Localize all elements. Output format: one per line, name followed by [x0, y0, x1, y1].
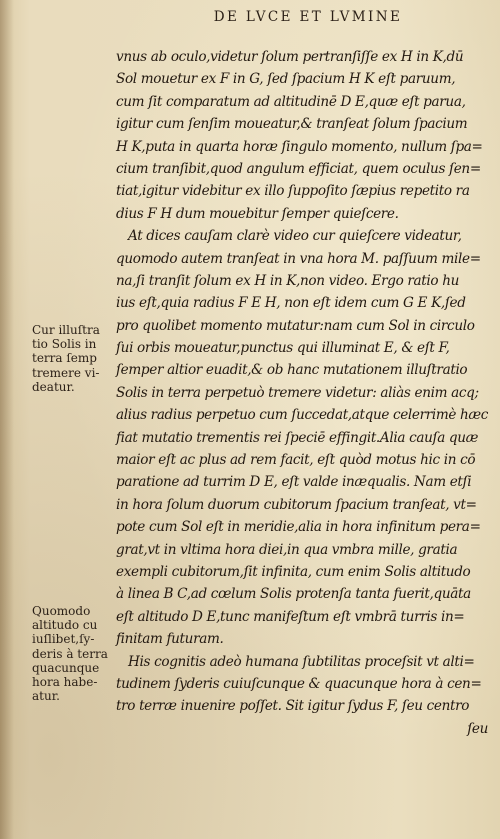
running-head: DE LVCE ET LVMINE — [213, 9, 403, 25]
text-line: igitur cum ſenſim moueatur,& tranſeat ſolum ſpacium — [116, 116, 468, 133]
text-line: maior eſt ac plus ad rem facit, eſt quòd motus hic in cō — [116, 452, 476, 469]
text-line: finitam futuram. — [116, 631, 224, 648]
margin-note-line: terra ſemp — [32, 351, 97, 366]
text-line: Sol mouetur ex F in G, ſed ſpacium H K eſt paruum, — [116, 71, 456, 88]
text-line: dius F H dum mouebitur ſemper quieſcere. — [116, 205, 399, 222]
margin-note-line: atur. — [32, 689, 60, 704]
text-line: na,ſi tranſit ſolum ex H in K,non video. Ergo ratio hu — [116, 272, 460, 289]
margin-note-line: tio Solis in — [32, 337, 97, 352]
margin-note-line: tremere vi- — [32, 365, 100, 380]
margin-note — [32, 323, 100, 394]
margin-note-line: iuſlibet,ſy- — [32, 632, 95, 647]
text-line: cium tranſibit,quod angulum efficiat, quem oculus ſen= — [116, 160, 481, 177]
text-line: Solis in terra perpetuò tremere videtur: aliàs enim acq; — [116, 384, 479, 401]
text-line: grat,vt in vltima hora diei,in qua vmbra mille, gratia — [116, 541, 458, 558]
text-line: ius eſt,quia radius F E H, non eſt idem cum G E K,ſed — [116, 295, 466, 312]
margin-note — [32, 604, 108, 703]
text-line: pote cum Sol eſt in meridie,alia in hora infinitum pera= — [116, 519, 481, 536]
text-line: alius radius perpetuo cum ſuccedat,atque celerrimè hæc — [116, 407, 489, 424]
text-line: vnus ab oculo,videtur ſolum pertranſiſſe ex H in K,dū — [116, 49, 464, 65]
margin-note-line: deatur. — [32, 379, 75, 394]
body-text — [116, 46, 488, 740]
text-line: ſeu — [467, 720, 488, 737]
text-line: cum ſit comparatum ad altitudinē D E,quæ eſt parua, — [116, 93, 466, 110]
text-line: His cognitis adeò humana ſubtilitas proceſsit vt alti= — [128, 653, 475, 670]
text-line: paratione ad turrim D E, eſt valde inæqualis. Nam etſi — [116, 474, 472, 491]
text-line: tudinem ſyderis cuiuſcunque & quacunque hora à cen= — [116, 675, 482, 692]
text-line: ſui orbis moueatur,punctus qui illuminat E, & eſt F, — [116, 340, 450, 357]
margin-note-line: deris à terra — [32, 646, 108, 661]
text-line: pro quolibet momento mutatur:nam cum Sol in circulo — [116, 317, 475, 334]
gutter-shadow — [0, 0, 14, 839]
text-line: in hora ſolum duorum cubitorum ſpacium tranſeat, vt= — [116, 496, 477, 513]
text-line: H K,puta in quarta horæ ſingulo momento, nullum ſpa= — [116, 138, 483, 155]
text-line: ſemper altior euadit,& ob hanc mutationem illuſtratio — [116, 362, 468, 379]
margin-note-line: Quomodo — [32, 604, 91, 618]
text-line: exempli cubitorum,ſit infinita, cum enim Solis altitudo — [116, 563, 471, 580]
text-line: fiat mutatio trementis rei ſpeciē effingit.Alia cauſa quæ — [116, 429, 479, 446]
margin-note-line: Cur illuſtra — [32, 323, 100, 337]
text-line: tiat,igitur videbitur ex illo ſuppoſito ſæpius repetito ra — [116, 183, 470, 200]
text-line: quomodo autem tranſeat in vna hora M. paſſuum mile= — [116, 250, 481, 267]
text-line: à linea B C,ad cœlum Solis protenſa tanta fuerit,quāta — [116, 586, 471, 603]
text-line: eſt altitudo D E,tunc manifeſtum eſt vmbrā turris in= — [116, 608, 465, 625]
margin-note-line: altitudo cu — [32, 618, 98, 633]
text-line: At dices cauſam clarè video cur quieſcere videatur, — [128, 228, 462, 245]
margin-note-line: hora habe- — [32, 675, 98, 690]
text-line: tro terræ inuenire poſſet. Sit igitur ſydus F, ſeu centro — [116, 698, 470, 715]
margin-note-line: quacunque — [32, 660, 100, 675]
